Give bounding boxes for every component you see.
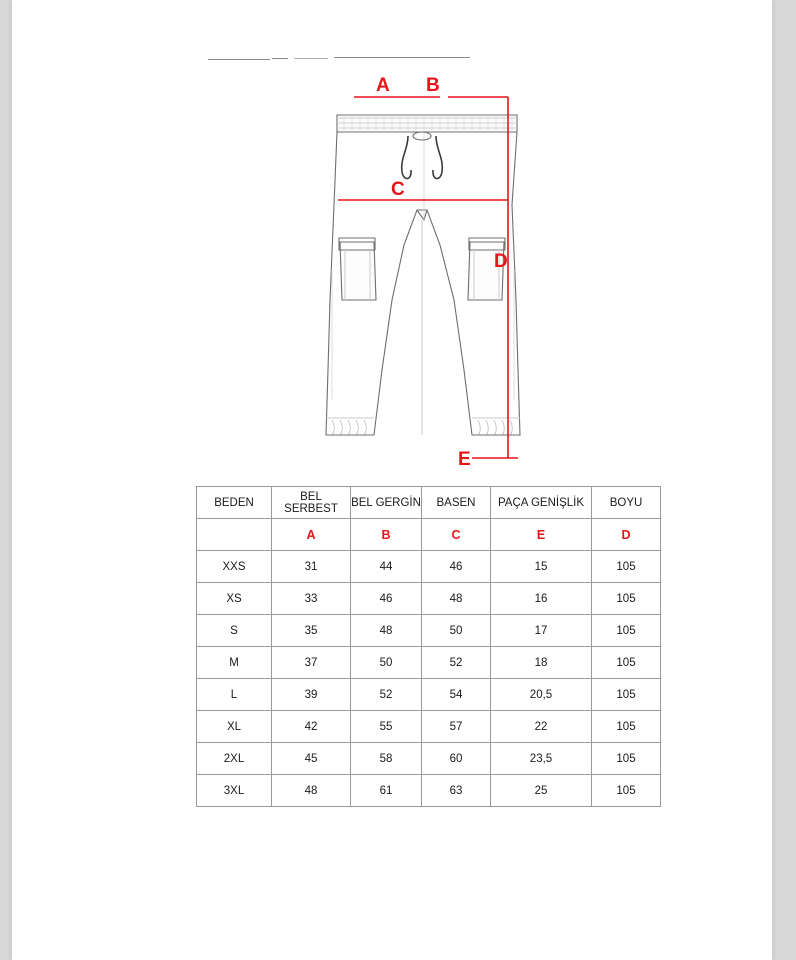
scribble-segment [334,57,470,58]
cell-size: XL [197,711,272,743]
column-header-beden: BEDEN [197,487,272,519]
cell-boyu: 105 [592,679,661,711]
column-header-basen: BASEN [422,487,491,519]
cell-boyu: 105 [592,551,661,583]
cell-basen: 54 [422,679,491,711]
cell-bel-serbest: 48 [272,775,351,807]
cell-boyu: 105 [592,583,661,615]
dimension-label-b: B [426,75,440,96]
letter-cell-beden [197,519,272,551]
letter-cell-b: B [351,519,422,551]
cell-bel-serbest: 37 [272,647,351,679]
cell-bel-gergin: 44 [351,551,422,583]
cell-basen: 63 [422,775,491,807]
scribble-segment [272,58,288,59]
size-chart-table [196,486,661,807]
scribble-segment [208,59,270,60]
table-row [197,679,661,711]
header-scribble-mark [208,52,470,62]
cell-paca-genislik: 22 [491,711,592,743]
cell-basen: 48 [422,583,491,615]
letter-cell-c: C [422,519,491,551]
table-row [197,743,661,775]
table-row [197,647,661,679]
cell-bel-serbest: 42 [272,711,351,743]
column-header-bel-gergin: BEL GERGİN [351,487,422,519]
cell-size: M [197,647,272,679]
cell-paca-genislik: 20,5 [491,679,592,711]
cell-boyu: 105 [592,743,661,775]
cell-boyu: 105 [592,615,661,647]
cell-size: 3XL [197,775,272,807]
cell-basen: 57 [422,711,491,743]
dimension-label-d: D [494,251,508,272]
table-header-row [197,487,661,519]
document-page [12,0,772,960]
letter-cell-d: D [592,519,661,551]
cell-bel-serbest: 39 [272,679,351,711]
cell-paca-genislik: 17 [491,615,592,647]
dimension-label-c: C [391,179,405,200]
cell-basen: 52 [422,647,491,679]
cell-size: XS [197,583,272,615]
table-row [197,551,661,583]
cell-bel-gergin: 50 [351,647,422,679]
cell-paca-genislik: 23,5 [491,743,592,775]
cell-paca-genislik: 25 [491,775,592,807]
cell-bel-serbest: 31 [272,551,351,583]
table-letter-row [197,519,661,551]
cell-bel-gergin: 48 [351,615,422,647]
cell-basen: 50 [422,615,491,647]
cell-size: L [197,679,272,711]
cell-basen: 46 [422,551,491,583]
cell-paca-genislik: 15 [491,551,592,583]
cell-bel-serbest: 45 [272,743,351,775]
cell-boyu: 105 [592,775,661,807]
table-row [197,711,661,743]
column-header-bel-serbest: BEL SERBEST [272,487,351,519]
cell-bel-gergin: 58 [351,743,422,775]
cell-bel-gergin: 52 [351,679,422,711]
table-row [197,615,661,647]
cell-bel-gergin: 46 [351,583,422,615]
cell-size: XXS [197,551,272,583]
cell-paca-genislik: 18 [491,647,592,679]
cell-size: S [197,615,272,647]
page-content [12,0,772,960]
cell-bel-serbest: 33 [272,583,351,615]
cell-boyu: 105 [592,711,661,743]
scribble-segment [294,58,328,59]
cell-size: 2XL [197,743,272,775]
table-row [197,583,661,615]
cell-bel-gergin: 55 [351,711,422,743]
dimension-label-e: E [458,449,471,470]
cell-bel-gergin: 61 [351,775,422,807]
cell-boyu: 105 [592,647,661,679]
column-header-boyu: BOYU [592,487,661,519]
cell-basen: 60 [422,743,491,775]
table-row [197,775,661,807]
letter-cell-e: E [491,519,592,551]
cell-paca-genislik: 16 [491,583,592,615]
column-header-paca-genislik: PAÇA GENİŞLİK [491,487,592,519]
letter-cell-a: A [272,519,351,551]
cell-bel-serbest: 35 [272,615,351,647]
dimension-label-a: A [376,75,390,96]
